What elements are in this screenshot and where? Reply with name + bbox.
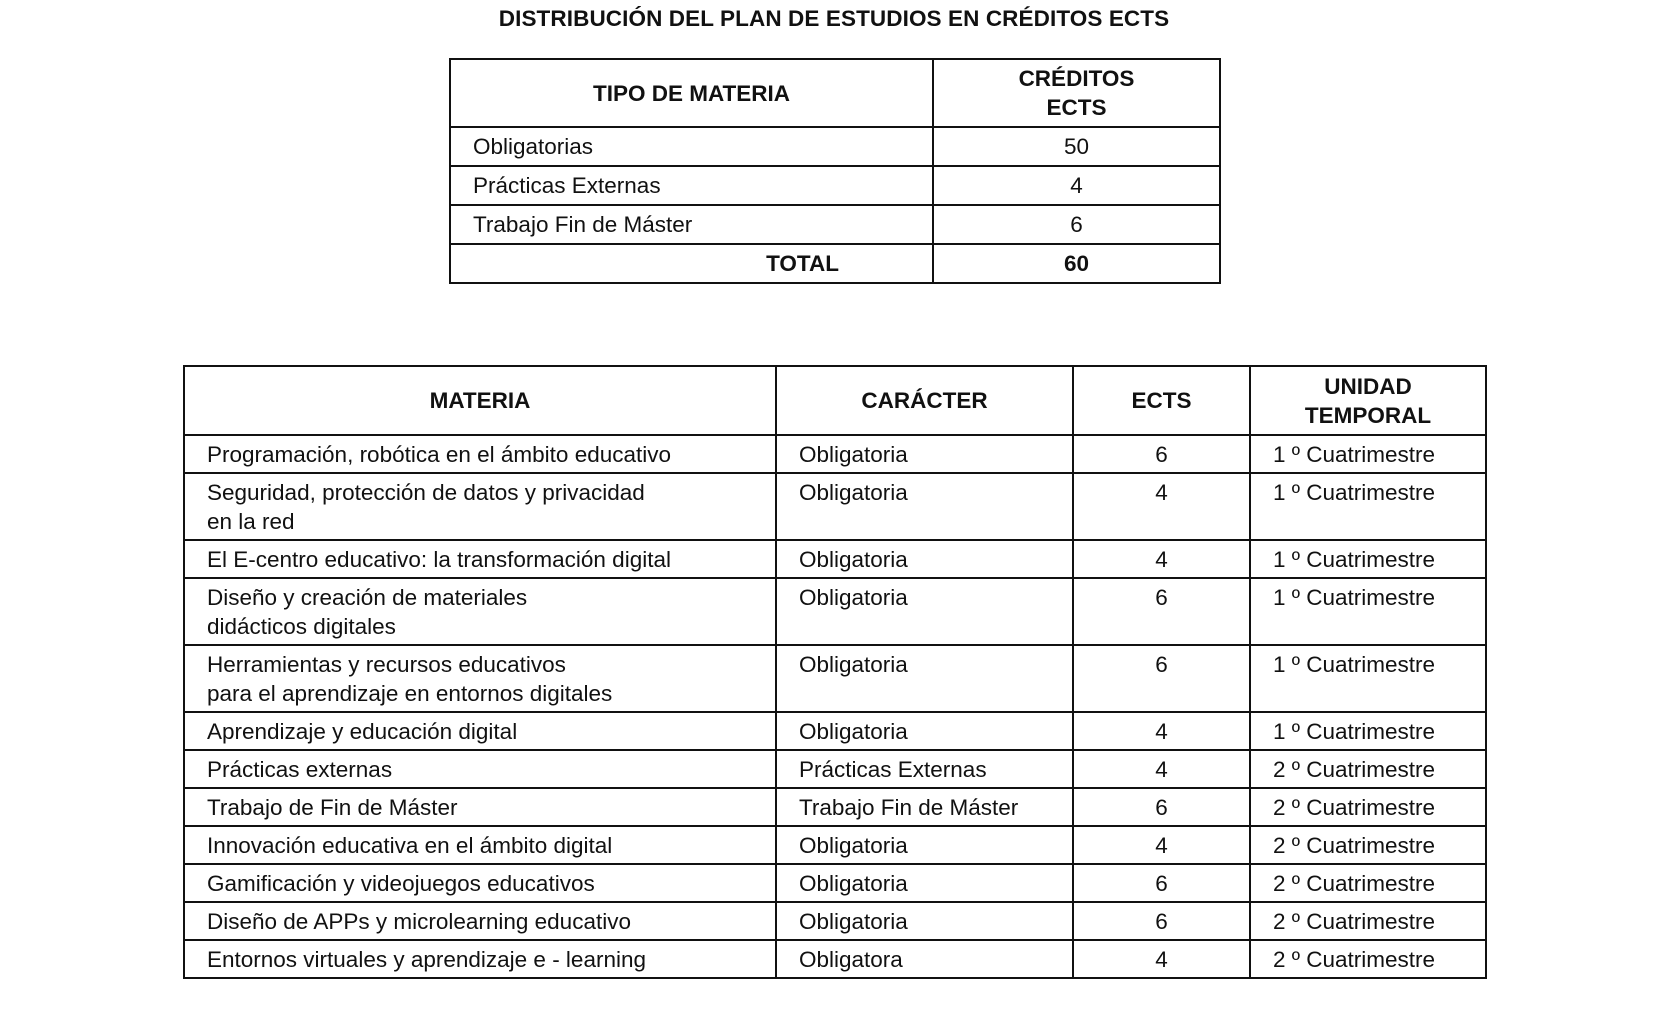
materia-line: Trabajo de Fin de Máster	[207, 795, 458, 820]
unidad-temporal-cell: 2 º Cuatrimestre	[1250, 788, 1486, 826]
ects-cell: 6	[1073, 788, 1250, 826]
ects-cell: 6	[1073, 435, 1250, 473]
caracter-cell: Obligatoria	[776, 864, 1073, 902]
summary-header-row	[450, 59, 1220, 127]
detail-row	[184, 902, 1486, 940]
summary-tipo-cell: Prácticas Externas	[450, 166, 933, 205]
detail-table	[183, 365, 1487, 979]
ects-cell: 6	[1073, 645, 1250, 712]
detail-header-unidad-line1: UNIDAD	[1324, 373, 1412, 399]
unidad-temporal-cell: 2 º Cuatrimestre	[1250, 750, 1486, 788]
summary-creditos-cell: 6	[933, 205, 1220, 244]
materia-line: Entornos virtuales y aprendizaje e - learning	[207, 947, 646, 972]
detail-row	[184, 788, 1486, 826]
materia-cell	[184, 712, 776, 750]
unidad-temporal-cell: 2 º Cuatrimestre	[1250, 902, 1486, 940]
materia-cell	[184, 473, 776, 540]
materia-cell	[184, 864, 776, 902]
summary-total-row	[450, 244, 1220, 283]
unidad-temporal-cell: 1 º Cuatrimestre	[1250, 645, 1486, 712]
materia-line: Herramientas y recursos educativos	[207, 652, 566, 677]
unidad-temporal-cell: 2 º Cuatrimestre	[1250, 940, 1486, 978]
detail-header-caracter: CARÁCTER	[776, 366, 1073, 435]
caracter-cell: Prácticas Externas	[776, 750, 1073, 788]
detail-row	[184, 940, 1486, 978]
materia-cell	[184, 750, 776, 788]
unidad-temporal-cell: 2 º Cuatrimestre	[1250, 864, 1486, 902]
summary-row	[450, 127, 1220, 166]
materia-cell	[184, 826, 776, 864]
detail-header-row	[184, 366, 1486, 435]
materia-line: Gamificación y videojuegos educativos	[207, 871, 595, 896]
detail-row	[184, 645, 1486, 712]
materia-line: didácticos digitales	[207, 614, 396, 639]
ects-cell: 4	[1073, 940, 1250, 978]
summary-total-value: 60	[933, 244, 1220, 283]
unidad-temporal-cell: 2 º Cuatrimestre	[1250, 826, 1486, 864]
summary-header-creditos-line2: ECTS	[1046, 95, 1107, 120]
summary-creditos-cell: 50	[933, 127, 1220, 166]
caracter-cell: Obligatora	[776, 940, 1073, 978]
summary-tipo-cell: Obligatorias	[450, 127, 933, 166]
summary-header-creditos-line1: CRÉDITOS	[1018, 66, 1135, 91]
summary-tipo-cell: Trabajo Fin de Máster	[450, 205, 933, 244]
ects-cell: 6	[1073, 864, 1250, 902]
ects-cell: 6	[1073, 902, 1250, 940]
caracter-cell: Obligatoria	[776, 578, 1073, 645]
summary-total-label: TOTAL	[450, 244, 933, 283]
unidad-temporal-cell: 1 º Cuatrimestre	[1250, 473, 1486, 540]
unidad-temporal-cell: 1 º Cuatrimestre	[1250, 712, 1486, 750]
caracter-cell: Obligatoria	[776, 902, 1073, 940]
materia-line: Aprendizaje y educación digital	[207, 719, 518, 744]
ects-cell: 4	[1073, 826, 1250, 864]
materia-cell	[184, 645, 776, 712]
detail-row	[184, 864, 1486, 902]
summary-header-tipo: TIPO DE MATERIA	[450, 59, 933, 127]
caracter-cell: Obligatoria	[776, 712, 1073, 750]
summary-table	[449, 58, 1221, 284]
caracter-cell: Obligatoria	[776, 473, 1073, 540]
caracter-cell: Obligatoria	[776, 826, 1073, 864]
ects-cell: 4	[1073, 712, 1250, 750]
detail-row	[184, 473, 1486, 540]
detail-row	[184, 826, 1486, 864]
detail-header-unidad-line2: TEMPORAL	[1304, 402, 1432, 428]
caracter-cell: Obligatoria	[776, 435, 1073, 473]
detail-header-materia: MATERIA	[184, 366, 776, 435]
materia-cell	[184, 540, 776, 578]
detail-row	[184, 750, 1486, 788]
ects-cell: 6	[1073, 578, 1250, 645]
materia-cell	[184, 578, 776, 645]
summary-row	[450, 166, 1220, 205]
detail-header-unidad	[1250, 366, 1486, 435]
materia-line: para el aprendizaje en entornos digitales	[207, 681, 613, 706]
caracter-cell: Obligatoria	[776, 645, 1073, 712]
materia-line: Diseño de APPs y microlearning educativo	[207, 909, 631, 934]
materia-line: en la red	[207, 509, 295, 534]
materia-cell	[184, 435, 776, 473]
summary-creditos-cell: 4	[933, 166, 1220, 205]
materia-line: Programación, robótica en el ámbito educativo	[207, 442, 672, 467]
ects-cell: 4	[1073, 540, 1250, 578]
summary-header-creditos	[933, 59, 1220, 127]
ects-cell: 4	[1073, 473, 1250, 540]
unidad-temporal-cell: 1 º Cuatrimestre	[1250, 435, 1486, 473]
materia-line: Seguridad, protección de datos y privacidad	[207, 480, 645, 505]
unidad-temporal-cell: 1 º Cuatrimestre	[1250, 578, 1486, 645]
detail-row	[184, 712, 1486, 750]
unidad-temporal-cell: 1 º Cuatrimestre	[1250, 540, 1486, 578]
page-title: DISTRIBUCIÓN DEL PLAN DE ESTUDIOS EN CRÉDITOS ECTS	[498, 6, 1170, 31]
caracter-cell: Obligatoria	[776, 540, 1073, 578]
detail-row	[184, 540, 1486, 578]
detail-row	[184, 578, 1486, 645]
materia-cell	[184, 940, 776, 978]
materia-line: El E-centro educativo: la transformación digital	[207, 547, 671, 572]
materia-cell	[184, 788, 776, 826]
materia-line: Prácticas externas	[207, 757, 393, 782]
summary-row	[450, 205, 1220, 244]
caracter-cell: Trabajo Fin de Máster	[776, 788, 1073, 826]
materia-cell	[184, 902, 776, 940]
detail-header-ects: ECTS	[1073, 366, 1250, 435]
ects-cell: 4	[1073, 750, 1250, 788]
materia-line: Diseño y creación de materiales	[207, 585, 528, 610]
materia-line: Innovación educativa en el ámbito digital	[207, 833, 613, 858]
detail-row	[184, 435, 1486, 473]
